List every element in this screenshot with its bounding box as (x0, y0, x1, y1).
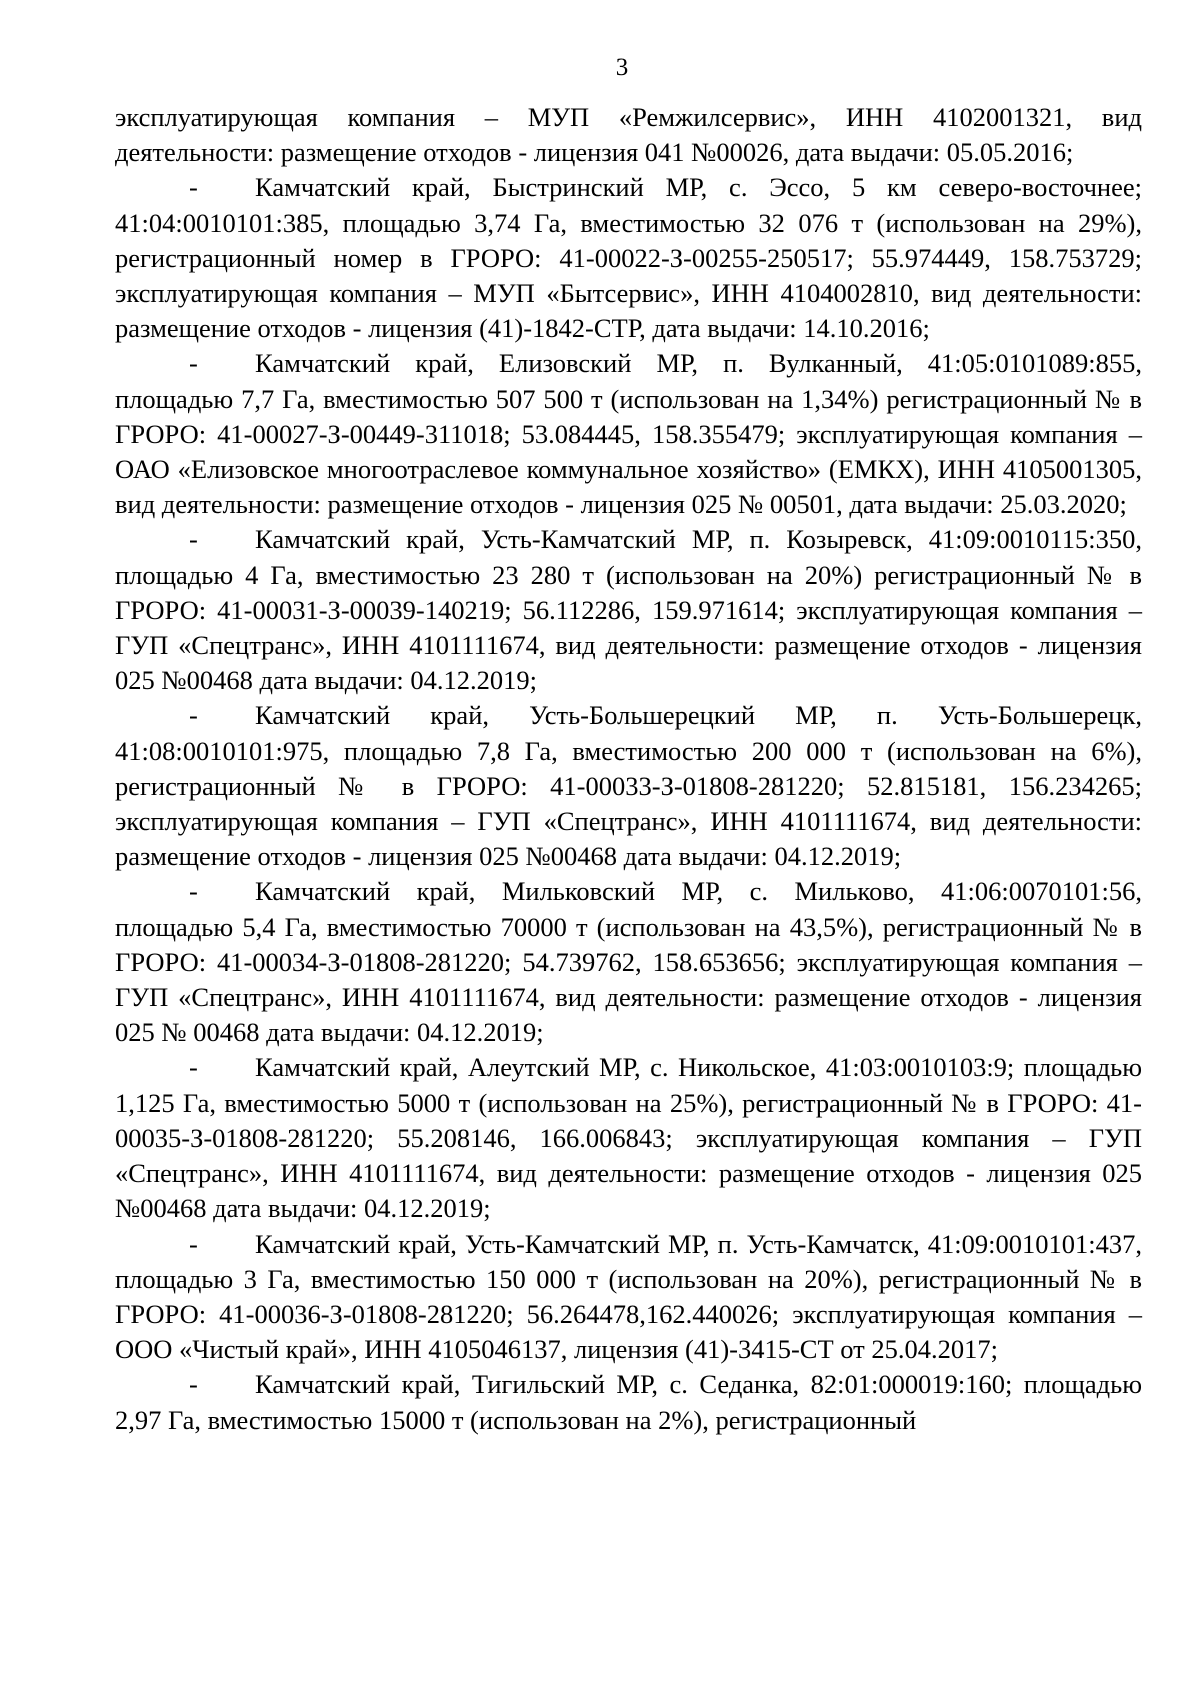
list-item (115, 698, 1142, 874)
list-item (115, 1227, 1142, 1368)
paragraph-text: эксплуатирующая компания – МУП «Ремжилсервис», ИНН 4102001321, вид деятельности: размещение отходов - лицензия 041 №00026, дата выдачи: 05.05.2016; (115, 102, 1142, 168)
list-item (115, 346, 1142, 522)
dash-marker: - (189, 1228, 198, 1259)
paragraph-continuation (115, 100, 1142, 170)
dash-marker: - (189, 524, 198, 555)
list-item (115, 1050, 1142, 1226)
dash-marker: - (189, 172, 198, 203)
document-body (115, 100, 1142, 1438)
page-number: 3 (615, 54, 629, 81)
list-item (115, 170, 1142, 346)
paragraph-text: Камчатский край, Тигильский МР, с. Седанка, 82:01:000019:160; площадью 2,97 Га, вместимостью 15000 т (использован на 2%), регистрационный (115, 1369, 1142, 1435)
list-item (115, 1367, 1142, 1437)
dash-marker: - (189, 876, 198, 907)
dash-marker: - (189, 1369, 198, 1400)
paragraph-text: Камчатский край, Алеутский МР, с. Никольское, 41:03:0010103:9; площадью 1,125 Га, вместимостью 5000 т (использован на 25%), регистрационный № в ГРОРО: 41-00035-З-01808-281220; 55.208146, 166.006843; эксплуатирующая компания – ГУП «Спецтранс», ИНН 4101111674, вид деятельности: размещение отходов - лицензия 025 №00468 дата выдачи: 04.12.2019; (115, 1052, 1142, 1224)
list-item (115, 522, 1142, 698)
paragraph-text: Камчатский край, Усть-Камчатский МР, п. Козыревск, 41:09:0010115:350, площадью 4 Га, вместимостью 23 280 т (использован на 20%) регистрационный № в ГРОРО: 41-00031-З-00039-140219; 56.112286, 159.971614; эксплуатирующая компания – ГУП «Спецтранс», ИНН 4101111674, вид деятельности: размещение отходов - лицензия 025 №00468 дата выдачи: 04.12.2019; (115, 524, 1142, 696)
paragraph-text: Камчатский край, Елизовский МР, п. Вулканный, 41:05:0101089:855, площадью 7,7 Га, вместимостью 507 500 т (использован на 1,34%) регистрационный № в ГРОРО: 41-00027-З-00449-311018; 53.084445, 158.355479; эксплуатирующая компания – ОАО «Елизовское многоотраслевое коммунальное хозяйство» (ЕМКХ), ИНН 4105001305, вид деятельности: размещение отходов - лицензия 025 № 00501, дата выдачи: 25.03.2020; (115, 348, 1142, 520)
dash-marker: - (189, 348, 198, 379)
paragraph-text: Камчатский край, Усть-Камчатский МР, п. Усть-Камчатск, 41:09:0010101:437, площадью 3 Га, вместимостью 150 000 т (использован на 20%), регистрационный № в ГРОРО: 41-00036-З-01808-281220; 56.264478,162.440026; эксплуатирующая компания – ООО «Чистый край», ИНН 4105046137, лицензия (41)-3415-СТ от 25.04.2017; (115, 1228, 1142, 1365)
paragraph-text: Камчатский край, Мильковский МР, с. Мильково, 41:06:0070101:56, площадью 5,4 Га, вместимостью 70000 т (использован на 43,5%), регистрационный № в ГРОРО: 41-00034-З-01808-281220; 54.739762, 158.653656; эксплуатирующая компания – ГУП «Спецтранс», ИНН 4101111674, вид деятельности: размещение отходов - лицензия 025 № 00468 дата выдачи: 04.12.2019; (115, 876, 1142, 1048)
dash-marker: - (189, 1052, 198, 1083)
dash-marker: - (189, 700, 198, 731)
paragraph-text: Камчатский край, Усть-Большерецкий МР, п. Усть-Большерецк, 41:08:0010101:975, площадью 7,8 Га, вместимостью 200 000 т (использован на 6%), регистрационный № в ГРОРО: 41-00033-З-01808-281220; 52.815181, 156.234265; эксплуатирующая компания – ГУП «Спецтранс», ИНН 4101111674, вид деятельности: размещение отходов - лицензия 025 №00468 дата выдачи: 04.12.2019; (115, 700, 1142, 872)
paragraph-text: Камчатский край, Быстринский МР, с. Эссо, 5 км северо-восточнее; 41:04:0010101:385, площадью 3,74 Га, вместимостью 32 076 т (использован на 29%), регистрационный номер в ГРОРО: 41-00022-З-00255-250517; 55.974449, 158.753729; эксплуатирующая компания – МУП «Бытсервис», ИНН 4104002810, вид деятельности: размещение отходов - лицензия (41)-1842-СТР, дата выдачи: 14.10.2016; (115, 172, 1142, 344)
list-item (115, 874, 1142, 1050)
